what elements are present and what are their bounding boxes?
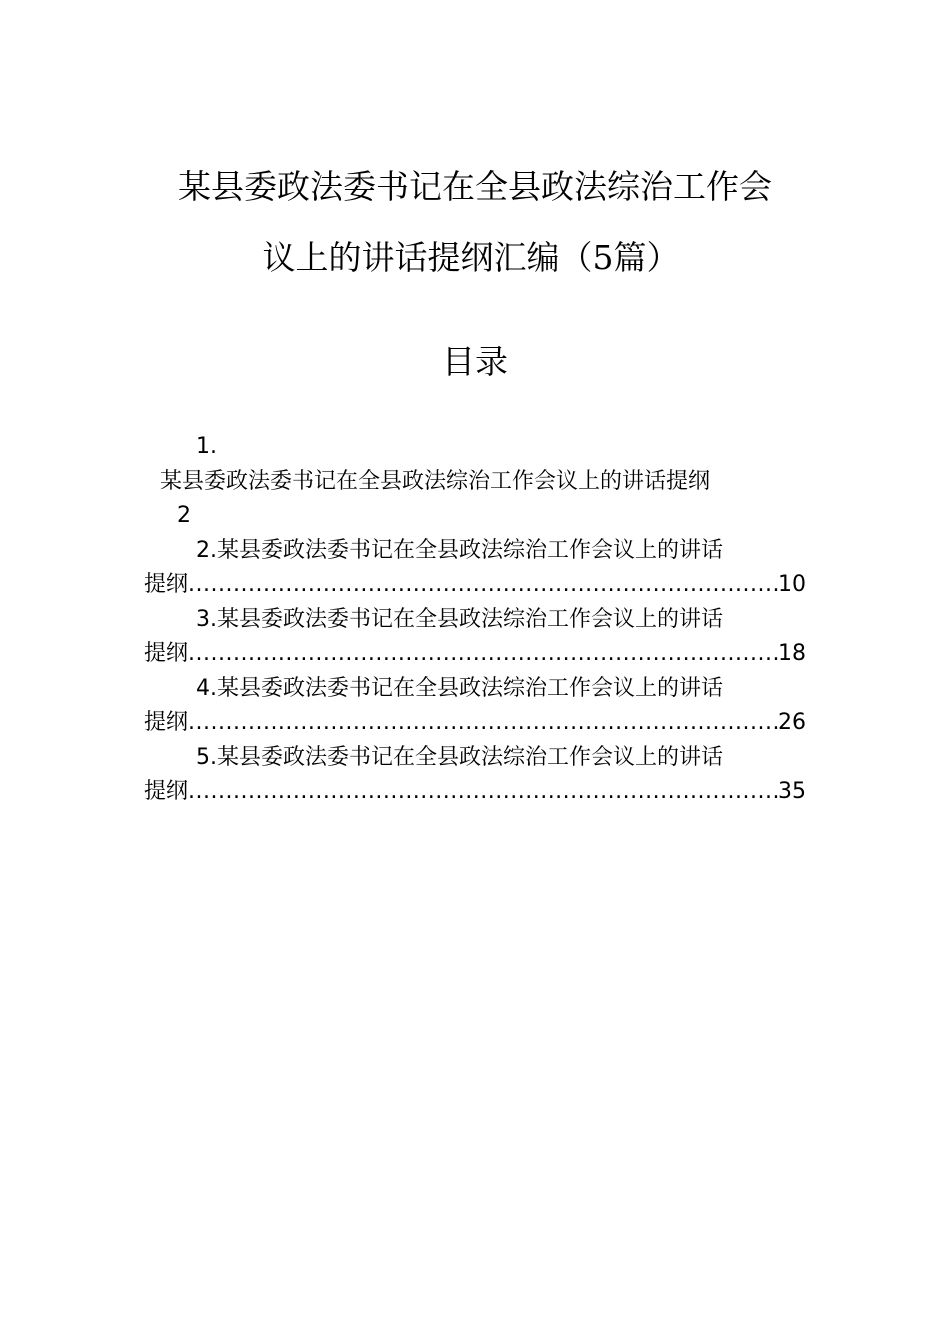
toc-entry-page: 18 <box>778 641 806 666</box>
document-title-line-2: 议上的讲话提纲汇编（5篇） <box>262 238 680 277</box>
toc-entry-title-continued: 提纲 <box>144 572 189 597</box>
dot-leader <box>188 775 778 810</box>
toc-entry-page: 35 <box>778 779 806 804</box>
toc-entry-number: 1. <box>196 434 217 459</box>
toc-entry-title-continued: 提纲 <box>144 710 189 735</box>
toc-entry-5[interactable] <box>144 741 806 810</box>
toc-entry-page: 26 <box>778 710 806 735</box>
document-title-line-1: 某县委政法委书记在全县政法综治工作会 <box>178 167 772 206</box>
toc-entry-title-continued: 提纲 <box>144 779 189 804</box>
toc-entry-page: 10 <box>778 572 806 597</box>
toc-entry-1[interactable] <box>144 430 806 534</box>
toc-entry-title: 2.某县委政法委书记在全县政法综治工作会议上的讲话 <box>196 537 723 563</box>
dot-leader <box>188 706 778 741</box>
toc-entry-4[interactable] <box>144 672 806 741</box>
toc-entry-title: 5.某县委政法委书记在全县政法综治工作会议上的讲话 <box>196 744 723 770</box>
toc-entry-title: 4.某县委政法委书记在全县政法综治工作会议上的讲话 <box>196 675 723 701</box>
toc-entry-title: 3.某县委政法委书记在全县政法综治工作会议上的讲话 <box>196 606 723 632</box>
toc-entry-title: 某县委政法委书记在全县政法综治工作会议上的讲话提纲 <box>160 468 711 494</box>
dot-leader <box>188 637 778 672</box>
toc-heading: 目录 <box>442 342 508 381</box>
toc-entry-title-continued: 提纲 <box>144 641 189 666</box>
toc-entry-3[interactable] <box>144 603 806 672</box>
toc-entry-page: 2 <box>177 503 191 528</box>
toc-entry-2[interactable] <box>144 534 806 603</box>
table-of-contents <box>144 430 806 810</box>
dot-leader <box>188 568 778 603</box>
